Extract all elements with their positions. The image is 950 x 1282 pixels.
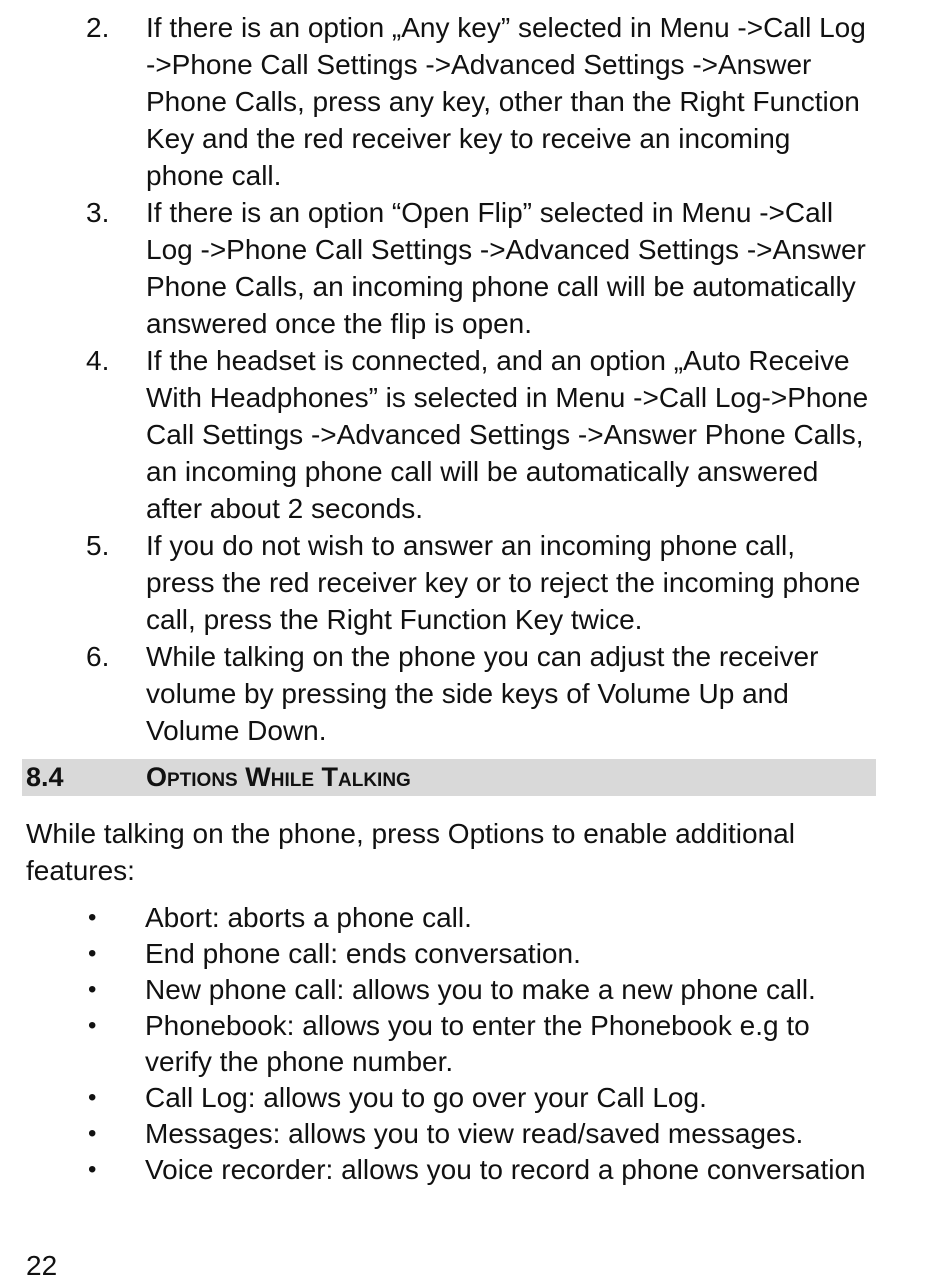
bullet-text: New phone call: allows you to make a new phone call. — [145, 974, 816, 1005]
intro-paragraph: While talking on the phone, press Options to enable additional features: — [26, 818, 795, 886]
numbered-list — [0, 9, 950, 749]
list-item — [0, 194, 950, 342]
bullet-text: Call Log: allows you to go over your Call Log. — [145, 1082, 707, 1113]
bullet-text: Messages: allows you to view read/saved messages. — [145, 1118, 804, 1149]
bullet-dot: • — [88, 1084, 97, 1111]
section-heading-bar — [22, 759, 876, 796]
list-item-number: 6. — [86, 641, 110, 672]
bullet-text: Voice recorder: allows you to record a phone conversation — [145, 1154, 866, 1185]
bullet-item — [0, 1008, 950, 1080]
bullet-item — [0, 1152, 950, 1188]
list-item-text: If you do not wish to answer an incoming phone call, press the red receiver key or to reject the incoming phone call, press the Right Function Key twice. — [146, 530, 861, 635]
list-item-text: If the headset is connected, and an option „Auto Receive With Headphones” is selected in Menu ->Call Log->Phone Call Settings ->Advanced Settings ->Answer Phone Calls, an incoming phone call will be automatically answered after about 2 seconds. — [146, 345, 869, 524]
list-item — [0, 9, 950, 194]
bullet-item — [0, 1116, 950, 1152]
bullet-item — [0, 900, 950, 936]
list-item-number: 5. — [86, 530, 110, 561]
bullet-dot: • — [88, 976, 97, 1003]
list-item-text: While talking on the phone you can adjust the receiver volume by pressing the side keys of Volume Up and Volume Down. — [146, 641, 819, 746]
list-item — [0, 342, 950, 527]
bullet-item — [0, 1080, 950, 1116]
bullet-text: Phonebook: allows you to enter the Phonebook e.g to verify the phone number. — [145, 1010, 810, 1077]
list-item — [0, 638, 950, 749]
list-item-number: 3. — [86, 197, 110, 228]
section-title: Options While Talking — [146, 762, 411, 792]
list-item-text: If there is an option “Open Flip” selected in Menu ->Call Log ->Phone Call Settings ->Advanced Settings ->Answer Phone Calls, an incoming phone call will be automatically answered once the flip is open. — [146, 197, 866, 339]
list-item-number: 4. — [86, 345, 110, 376]
bullet-dot: • — [88, 1156, 97, 1183]
bullet-text: End phone call: ends conversation. — [145, 938, 581, 969]
list-item — [0, 527, 950, 638]
bullet-dot: • — [88, 904, 97, 931]
bullet-item — [0, 972, 950, 1008]
bullet-dot: • — [88, 940, 97, 967]
page-number: 22 — [26, 1250, 58, 1281]
bullet-list — [0, 900, 950, 1188]
list-item-number: 2. — [86, 12, 110, 43]
bullet-dot: • — [88, 1012, 97, 1039]
bullet-text: Abort: aborts a phone call. — [145, 902, 472, 933]
bullet-dot: • — [88, 1120, 97, 1147]
section-number: 8.4 — [26, 762, 64, 792]
list-item-text: If there is an option „Any key” selected in Menu ->Call Log ->Phone Call Settings ->Advanced Settings ->Answer Phone Calls, press any key, other than the Right Function Key and the red receiver key to receive an incoming phone call. — [146, 12, 866, 191]
bullet-item — [0, 936, 950, 972]
